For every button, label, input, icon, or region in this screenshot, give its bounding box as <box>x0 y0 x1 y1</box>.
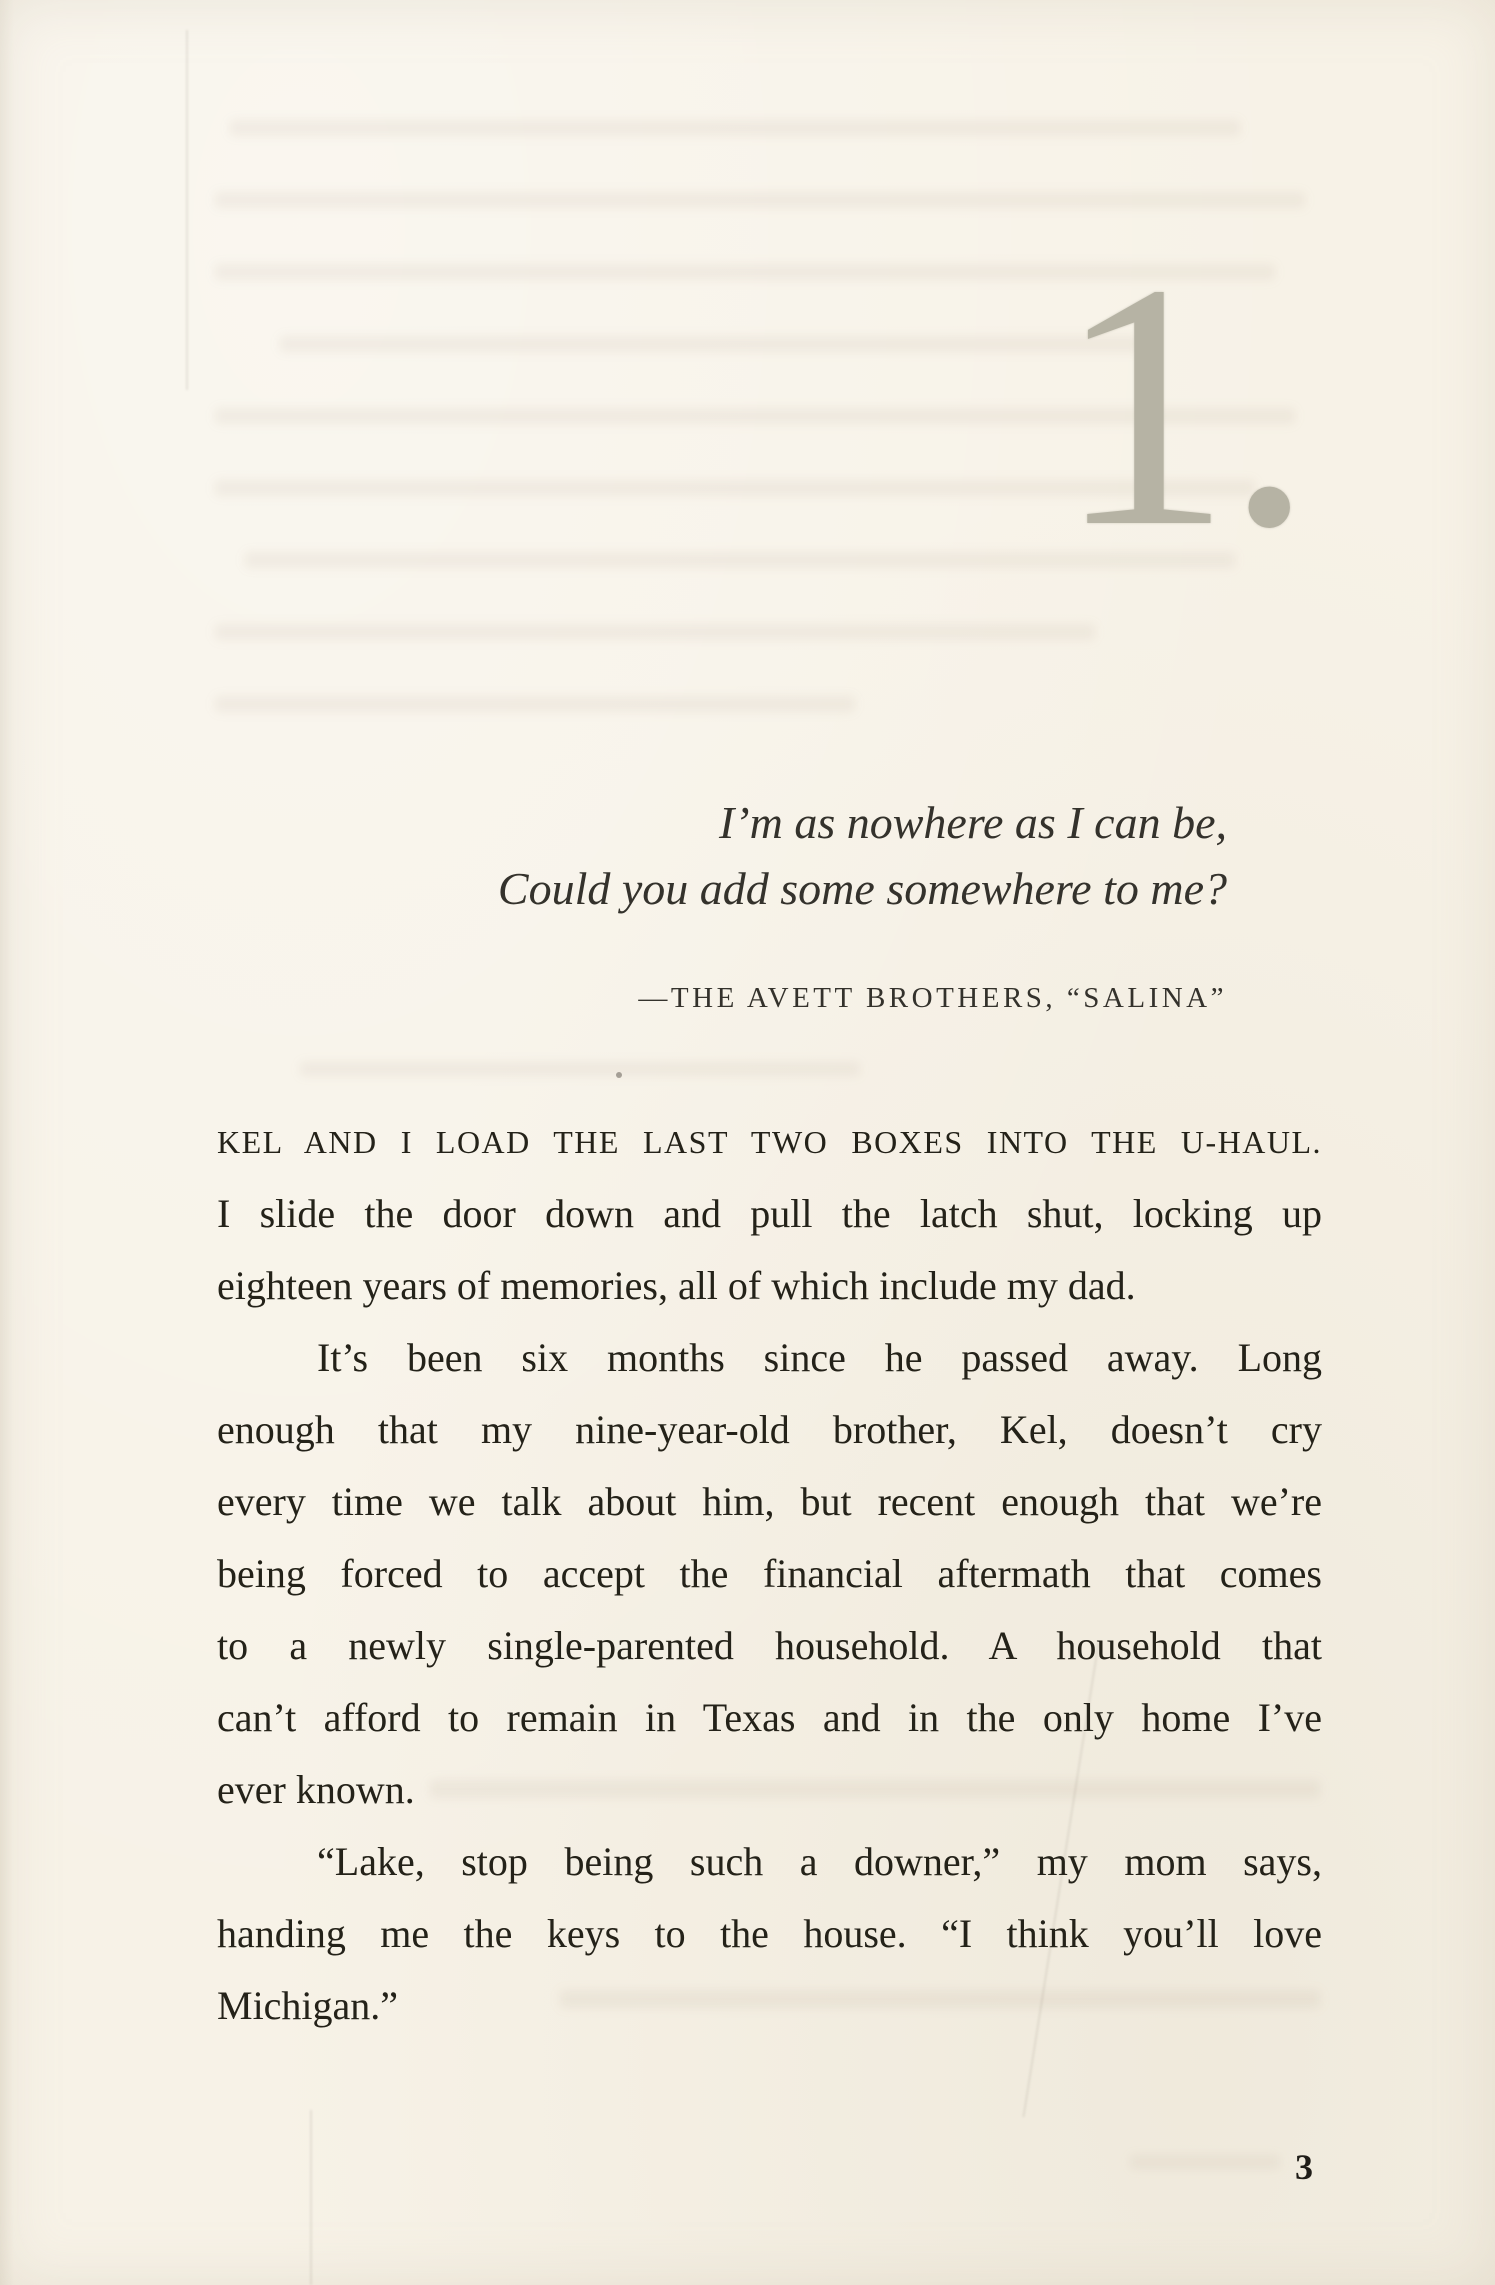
chapter-number: 1. <box>1056 211 1307 599</box>
bleed-through-ghost <box>215 192 1305 208</box>
body-line: ever known. <box>217 1767 415 1812</box>
epigraph <box>498 790 1227 1015</box>
body-line: “Lake, stop being such a downer,” my mom says, <box>317 1839 1322 1884</box>
body-line: can’t afford to remain in Texas and in the only home I’ve <box>217 1695 1322 1740</box>
body-line: Michigan.” <box>217 1983 399 2028</box>
epigraph-line-1: I’m as nowhere as I can be, <box>718 797 1227 848</box>
ink-dot <box>616 1072 622 1078</box>
body-line: every time we talk about him, but recent enough that we’re <box>217 1479 1322 1524</box>
epigraph-line-2: Could you add some somewhere to me? <box>497 863 1227 914</box>
body-line: being forced to accept the financial aftermath that comes <box>217 1551 1322 1596</box>
page-number: 3 <box>1295 2147 1313 2187</box>
body-line: eighteen years of memories, all of which include my dad. <box>217 1263 1136 1308</box>
crease-line <box>186 30 188 390</box>
bleed-through-ghost <box>1130 2155 1280 2169</box>
bleed-through-ghost <box>230 120 1240 136</box>
body-line: handing me the keys to the house. “I think you’ll love <box>217 1911 1322 1956</box>
crease-line <box>310 2110 312 2285</box>
body-line: enough that my nine-year-old brother, Kel, doesn’t cry <box>217 1407 1322 1452</box>
bleed-through-ghost <box>280 336 1140 352</box>
epigraph-attribution: —THE AVETT BROTHERS, “SALINA” <box>638 982 1227 1014</box>
bleed-through-ghost <box>215 696 855 712</box>
body-text <box>217 1106 1322 2042</box>
bleed-through-ghost <box>215 624 1095 640</box>
body-line: I slide the door down and pull the latch shut, locking up <box>217 1191 1322 1236</box>
body-line: It’s been six months since he passed away. Long <box>317 1335 1322 1380</box>
body-line-opening: KEL AND I LOAD THE LAST TWO BOXES INTO THE U-HAUL. <box>217 1124 1322 1160</box>
bleed-through-ghost <box>300 1062 860 1076</box>
body-line: to a newly single-parented household. A household that <box>217 1623 1322 1668</box>
